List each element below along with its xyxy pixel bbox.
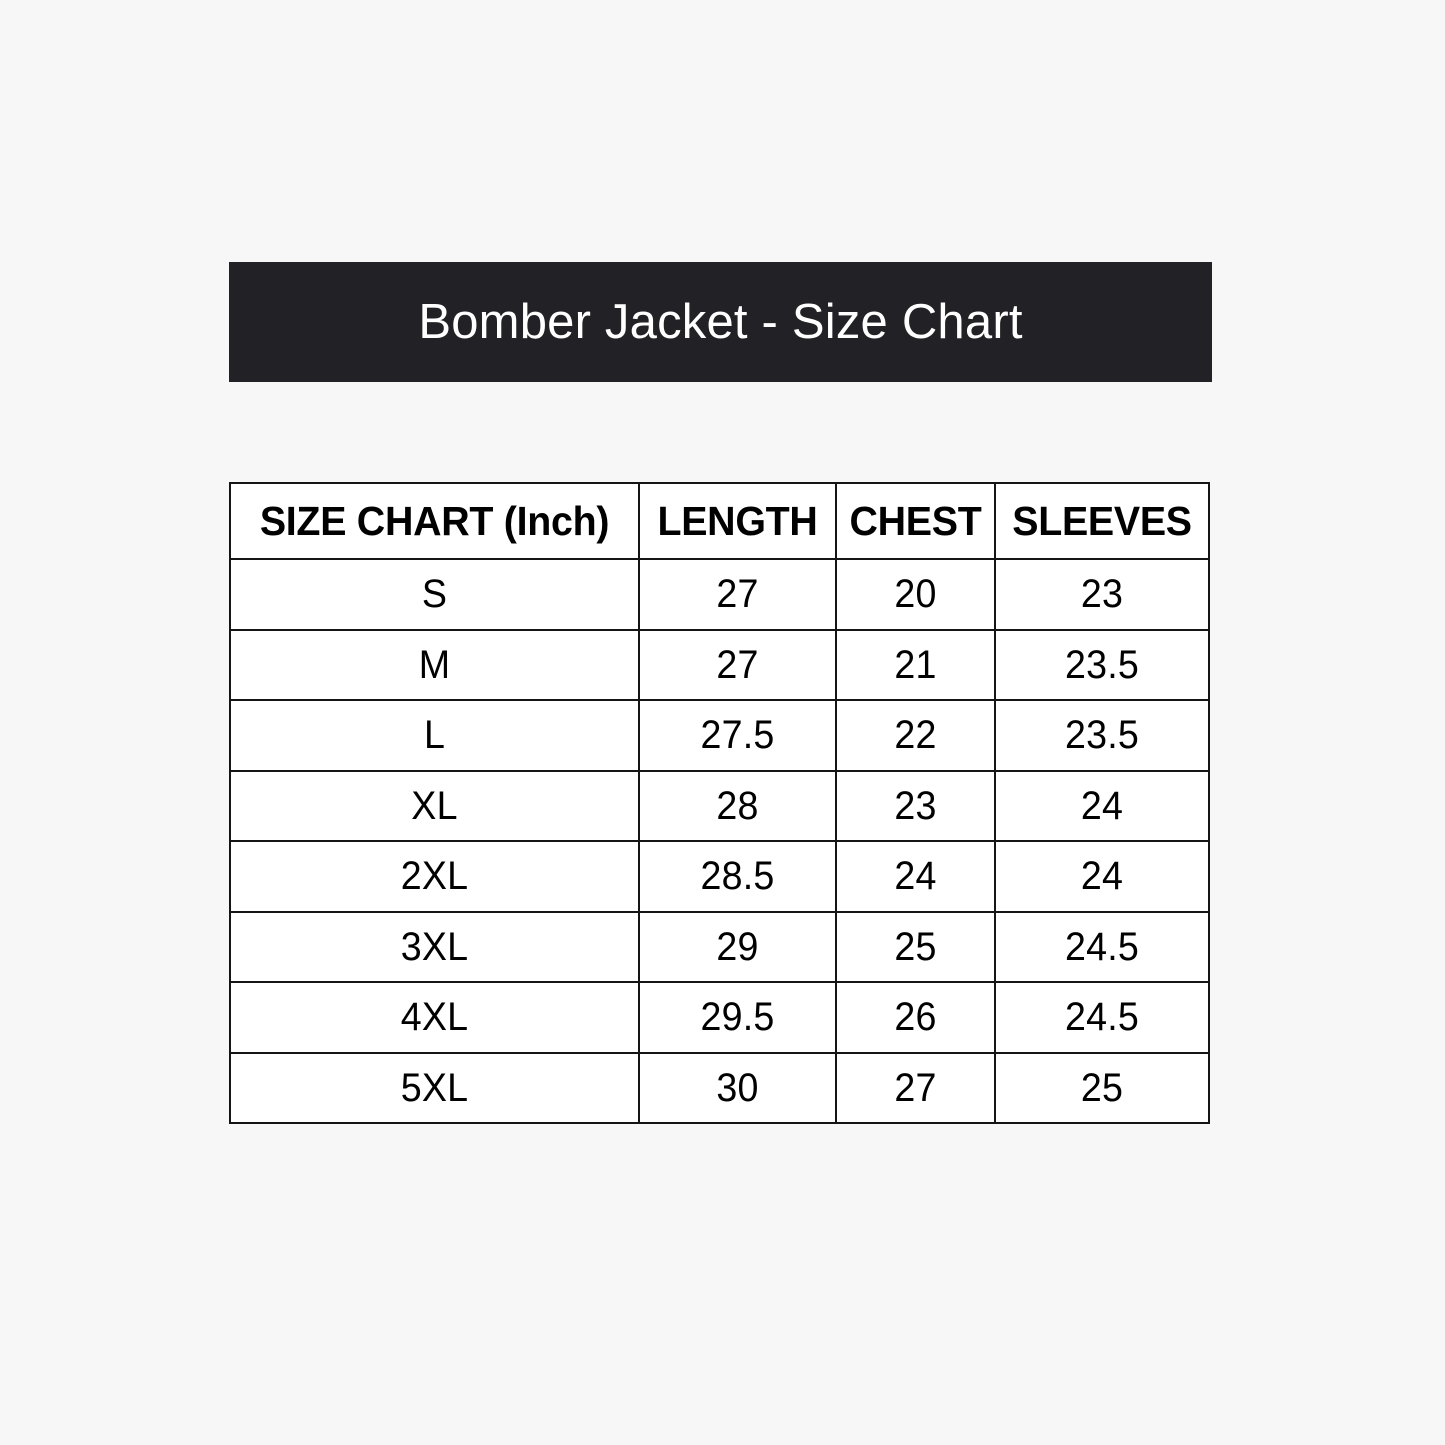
cell-sleeves: 25 bbox=[1001, 1053, 1202, 1124]
cell-size: 4XL bbox=[242, 982, 626, 1053]
cell-size: 3XL bbox=[242, 912, 626, 983]
cell-size: XL bbox=[242, 771, 626, 842]
table-header-row bbox=[230, 483, 1209, 559]
table-header bbox=[230, 483, 1209, 559]
cell-chest: 26 bbox=[841, 982, 990, 1053]
size-chart-table bbox=[229, 482, 1210, 1124]
cell-chest: 25 bbox=[841, 912, 990, 983]
cell-chest: 23 bbox=[841, 771, 990, 842]
table-row bbox=[230, 630, 1209, 701]
cell-sleeves: 23.5 bbox=[1001, 630, 1202, 701]
cell-chest: 27 bbox=[841, 1053, 990, 1124]
cell-length: 28 bbox=[645, 771, 830, 842]
cell-sleeves: 24.5 bbox=[1001, 982, 1202, 1053]
cell-sleeves: 24 bbox=[1001, 771, 1202, 842]
cell-length: 27 bbox=[645, 559, 830, 630]
column-header-sleeves: SLEEVES bbox=[999, 483, 1204, 559]
table-row bbox=[230, 559, 1209, 630]
cell-sleeves: 23.5 bbox=[1001, 700, 1202, 771]
table-row bbox=[230, 700, 1209, 771]
cell-sleeves: 24.5 bbox=[1001, 912, 1202, 983]
table-row bbox=[230, 912, 1209, 983]
cell-length: 29 bbox=[645, 912, 830, 983]
page-title: Bomber Jacket - Size Chart bbox=[418, 294, 1023, 349]
title-banner bbox=[229, 262, 1212, 382]
cell-length: 27 bbox=[645, 630, 830, 701]
cell-length: 29.5 bbox=[645, 982, 830, 1053]
cell-size: 2XL bbox=[242, 841, 626, 912]
table-row bbox=[230, 771, 1209, 842]
cell-size: M bbox=[242, 630, 626, 701]
cell-sleeves: 23 bbox=[1001, 559, 1202, 630]
cell-length: 28.5 bbox=[645, 841, 830, 912]
column-header-chest: CHEST bbox=[839, 483, 992, 559]
cell-sleeves: 24 bbox=[1001, 841, 1202, 912]
column-header-size: SIZE CHART (Inch) bbox=[238, 483, 631, 559]
table-row bbox=[230, 982, 1209, 1053]
cell-length: 27.5 bbox=[645, 700, 830, 771]
cell-size: 5XL bbox=[242, 1053, 626, 1124]
cell-chest: 21 bbox=[841, 630, 990, 701]
table-row bbox=[230, 1053, 1209, 1124]
cell-size: L bbox=[242, 700, 626, 771]
cell-chest: 24 bbox=[841, 841, 990, 912]
cell-chest: 20 bbox=[841, 559, 990, 630]
cell-chest: 22 bbox=[841, 700, 990, 771]
column-header-length: LENGTH bbox=[643, 483, 832, 559]
table-row bbox=[230, 841, 1209, 912]
cell-size: S bbox=[242, 559, 626, 630]
table-body bbox=[230, 559, 1209, 1123]
cell-length: 30 bbox=[645, 1053, 830, 1124]
size-chart-table-container bbox=[229, 482, 1208, 1122]
